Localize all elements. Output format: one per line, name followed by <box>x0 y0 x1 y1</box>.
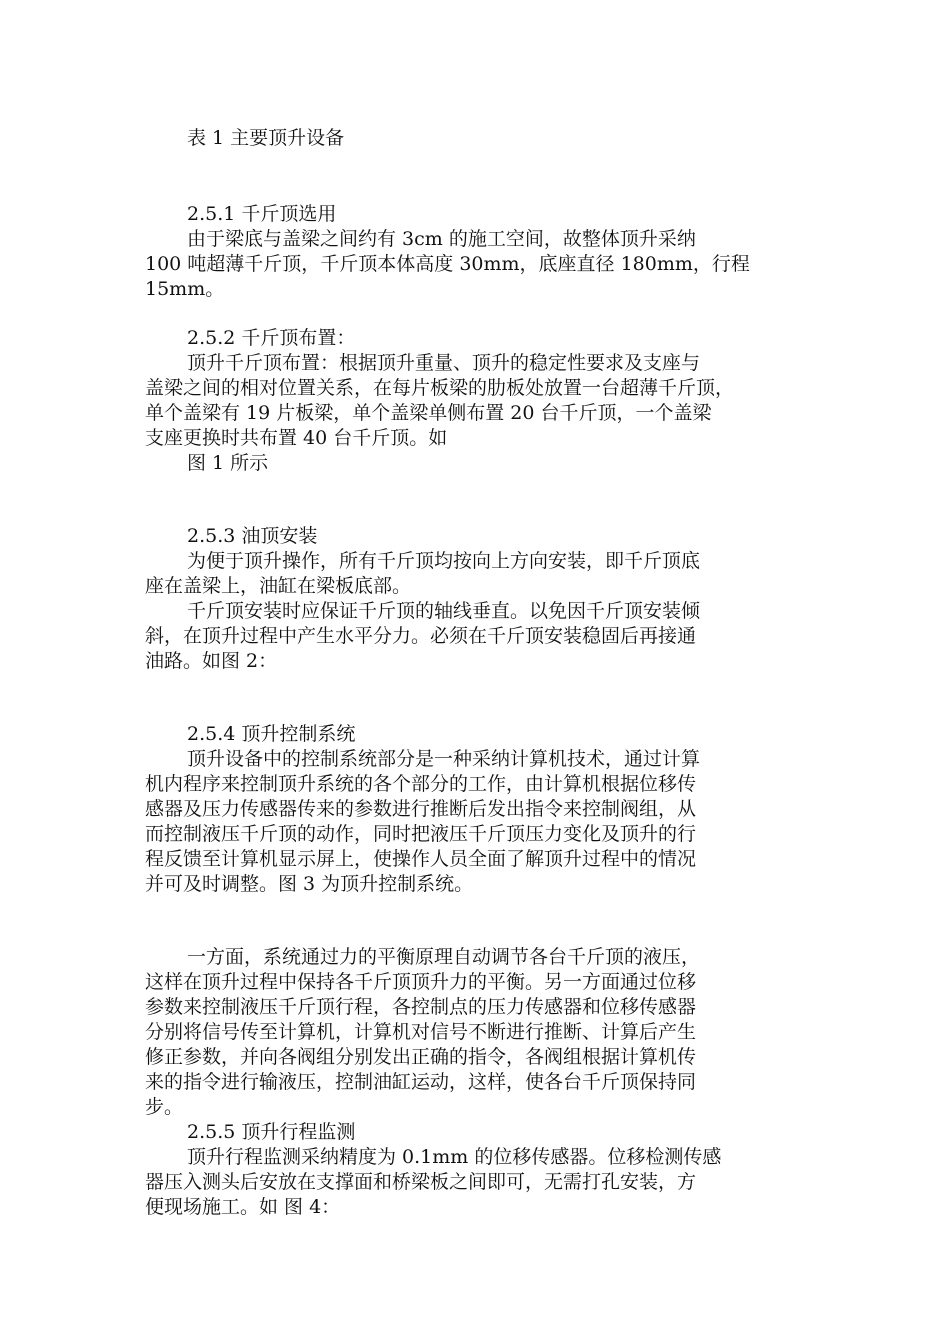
table-caption: 表 1 主要顶升设备 <box>187 127 345 149</box>
paragraph-line: 来的指令进行输液压，控制油缸运动，这样，使各台千斤顶保持同 <box>145 1071 697 1093</box>
paragraph-line: 由于梁底与盖梁之间约有 3cm 的施工空间，故整体顶升采纳 <box>187 228 696 250</box>
paragraph-line: 盖梁之间的相对位置关系，在每片板梁的肋板处放置一台超薄千斤顶， <box>145 377 735 399</box>
paragraph-line: 支座更换时共布置 40 台千斤顶。如 <box>145 427 448 449</box>
paragraph-line: 座在盖梁上，油缸在梁板底部。 <box>145 575 412 597</box>
paragraph-line: 机内程序来控制顶升系统的各个部分的工作，由计算机根据位移传 <box>145 773 697 795</box>
paragraph-line: 15mm。 <box>145 278 225 300</box>
paragraph-line: 程反馈至计算机显示屏上，使操作人员全面了解顶升过程中的情况 <box>145 848 697 870</box>
paragraph-line: 顶升千斤顶布置：根据顶升重量、顶升的稳定性要求及支座与 <box>187 352 701 374</box>
paragraph-line: 油路。如图 2： <box>145 650 278 672</box>
section-heading-2-5-2: 2.5.2 千斤顶布置： <box>187 327 356 349</box>
paragraph-line: 步。 <box>145 1096 184 1118</box>
section-heading-2-5-3: 2.5.3 油顶安装 <box>187 525 318 547</box>
section-heading-2-5-5: 2.5.5 顶升行程监测 <box>187 1121 356 1143</box>
paragraph-line: 一方面，系统通过力的平衡原理自动调节各台千斤顶的液压， <box>187 946 701 968</box>
paragraph-line: 参数来控制液压千斤顶行程，各控制点的压力传感器和位移传感器 <box>145 996 697 1018</box>
paragraph-line: 100 吨超薄千斤顶，千斤顶本体高度 30mm，底座直径 180mm，行程 <box>145 253 750 275</box>
section-heading-2-5-4: 2.5.4 顶升控制系统 <box>187 723 356 745</box>
paragraph-line: 图 1 所示 <box>187 452 269 474</box>
paragraph-line: 分别将信号传至计算机，计算机对信号不断进行推断、计算后产生 <box>145 1021 697 1043</box>
paragraph-line: 这样在顶升过程中保持各千斤顶顶升力的平衡。另一方面通过位移 <box>145 971 697 993</box>
paragraph-line: 斜，在顶升过程中产生水平分力。必须在千斤顶安装稳固后再接通 <box>145 625 697 647</box>
paragraph-line: 便现场施工。如 图 4： <box>145 1196 341 1218</box>
paragraph-line: 顶升行程监测采纳精度为 0.1mm 的位移传感器。位移检测传感 <box>187 1146 722 1168</box>
paragraph-line: 而控制液压千斤顶的动作，同时把液压千斤顶压力变化及顶升的行 <box>145 823 697 845</box>
paragraph-line: 感器及压力传感器传来的参数进行推断后发出指令来控制阀组，从 <box>145 798 697 820</box>
paragraph-line: 器压入测头后安放在支撑面和桥梁板之间即可，无需打孔安装，方 <box>145 1171 697 1193</box>
paragraph-line: 为便于顶升操作，所有千斤顶均按向上方向安装，即千斤顶底 <box>187 550 701 572</box>
paragraph-line: 单个盖梁有 19 片板梁，单个盖梁单侧布置 20 台千斤顶，一个盖梁 <box>145 402 712 424</box>
paragraph-line: 千斤顶安装时应保证千斤顶的轴线垂直。以免因千斤顶安装倾 <box>187 600 701 622</box>
paragraph-line: 并可及时调整。图 3 为顶升控制系统。 <box>145 873 474 895</box>
section-heading-2-5-1: 2.5.1 千斤顶选用 <box>187 203 337 225</box>
paragraph-line: 修正参数，并向各阀组分别发出正确的指令，各阀组根据计算机传 <box>145 1046 697 1068</box>
paragraph-line: 顶升设备中的控制系统部分是一种采纳计算机技术，通过计算 <box>187 748 701 770</box>
